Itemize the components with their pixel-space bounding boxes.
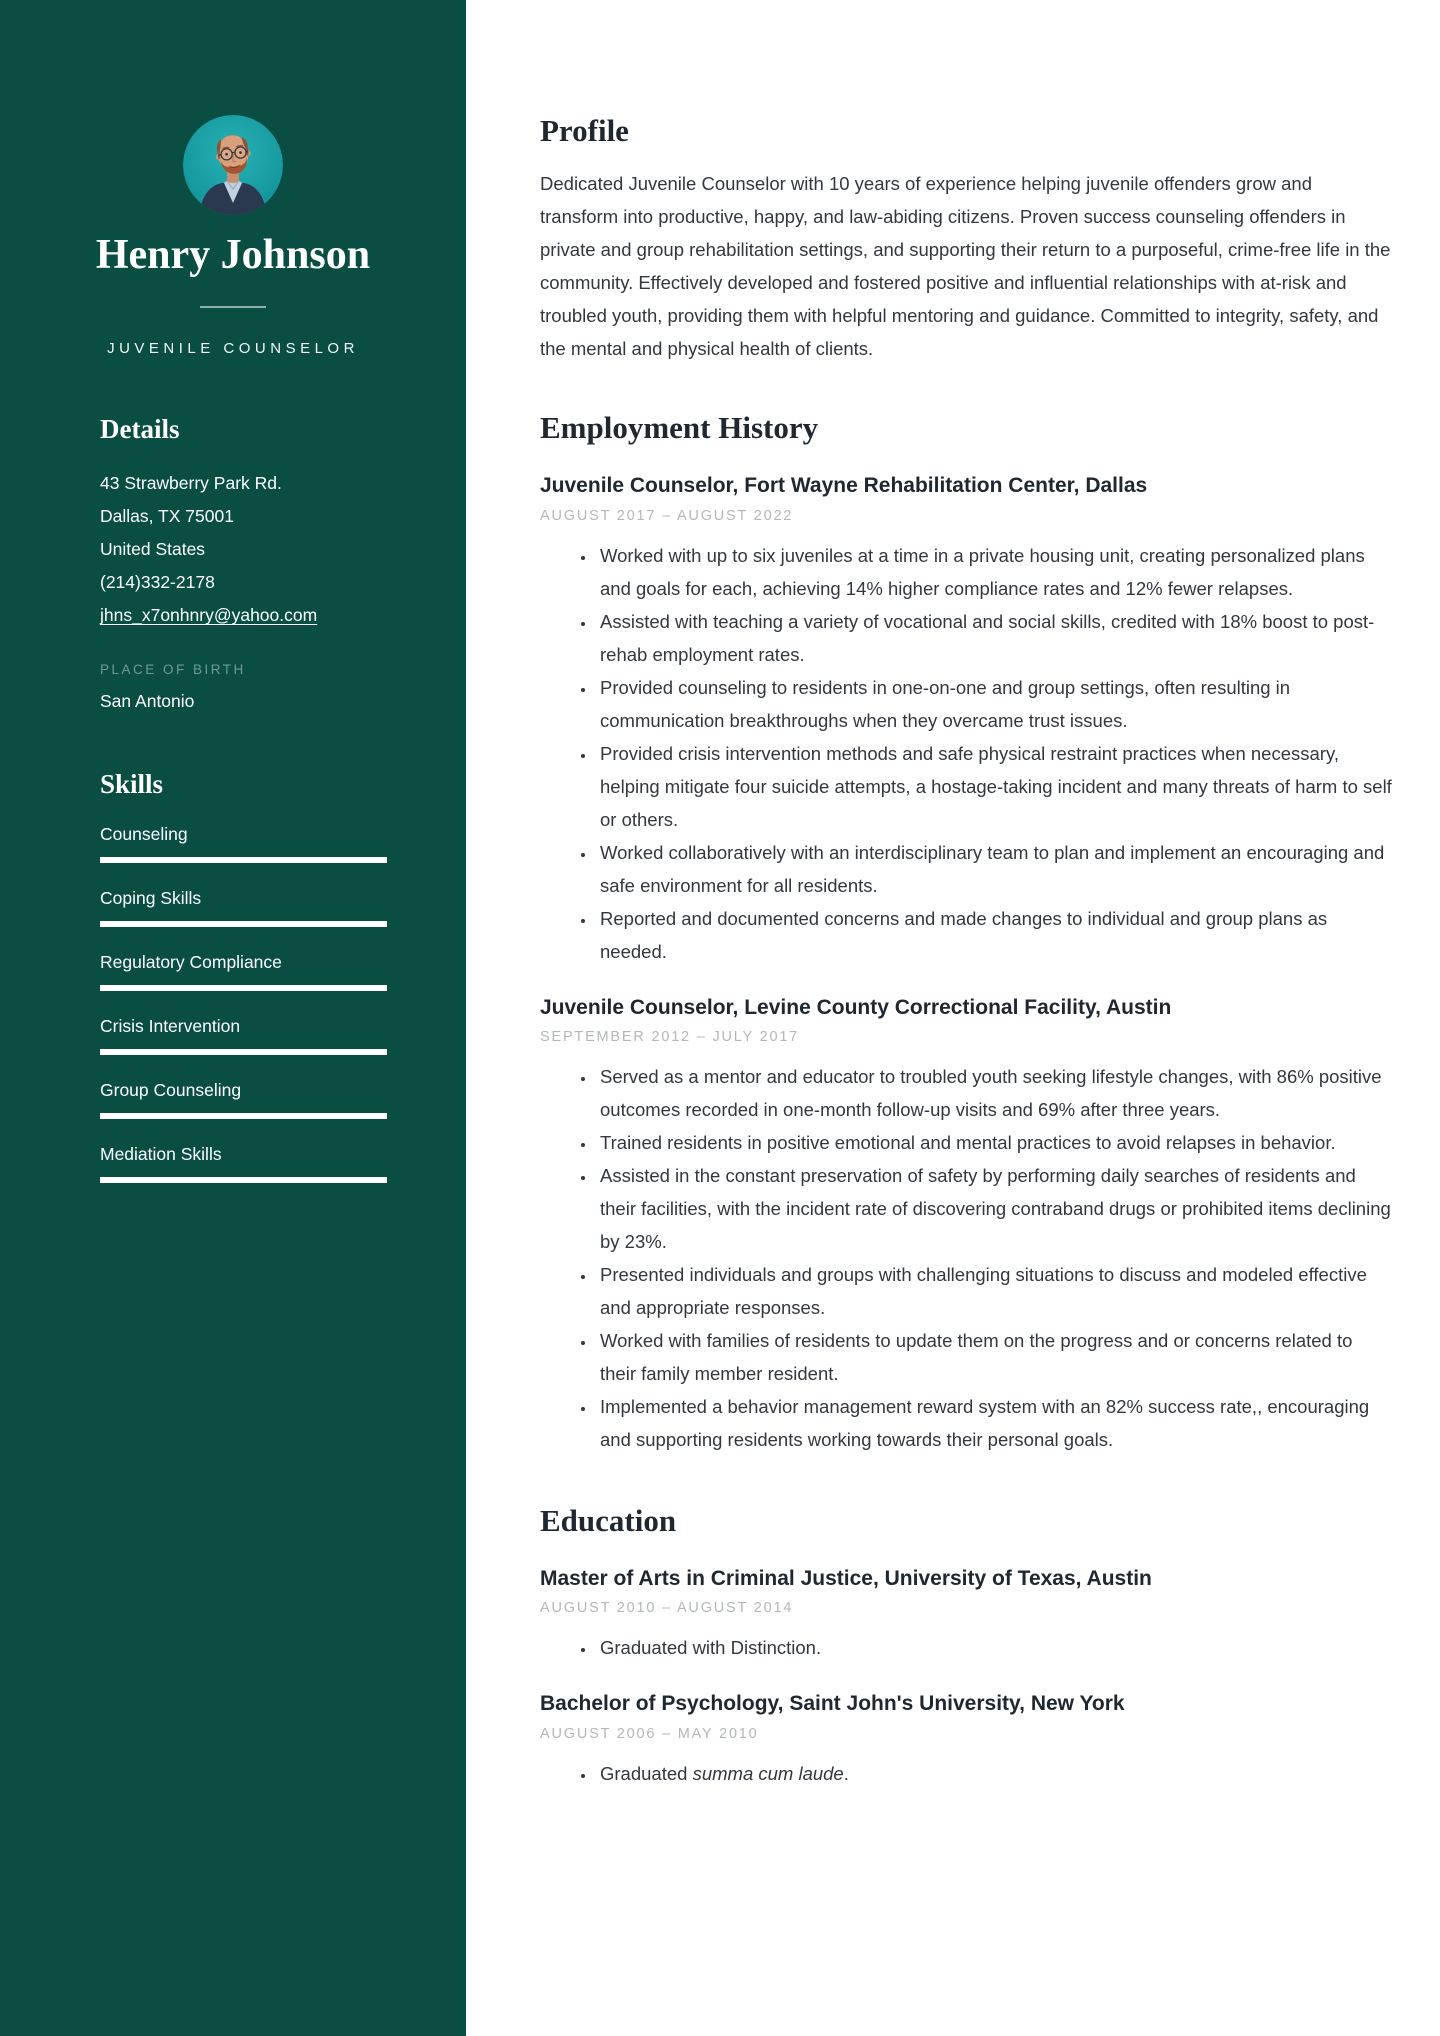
name-divider: [200, 306, 266, 308]
details-heading: Details: [100, 414, 180, 445]
phone-number: (214)332-2178: [100, 572, 215, 593]
degree-bullet-list: [540, 1631, 1392, 1664]
skill-bar-fill: [100, 1049, 387, 1055]
job-bullet: • Presented individuals and groups with challenging situations to discuss and modeled effective and appropriate responses.: [596, 1258, 1392, 1324]
skill-label: Coping Skills: [100, 888, 202, 909]
job-bullet: • Assisted in the constant preservation of safety by performing daily searches of residents and their facilities, with the incident rate of discovering contraband drugs or prohibited items declining by 23%.: [596, 1159, 1392, 1258]
employment-entry: [540, 473, 1392, 967]
place-of-birth-label: PLACE OF BIRTH: [100, 662, 246, 678]
avatar: [183, 115, 283, 215]
job-bullet: • Served as a mentor and educator to troubled youth seeking lifestyle changes, with 86% positive outcomes recorded in one-month follow-up visits and 69% after three years.: [596, 1060, 1392, 1126]
degree-bullet: • Graduated summa cum laude.: [596, 1757, 1392, 1790]
skills-list: [100, 824, 387, 1183]
skill-item: [100, 1080, 387, 1119]
skill-item: [100, 1144, 387, 1183]
degree-bullet: • Graduated with Distinction.: [596, 1631, 1392, 1664]
profile-summary: Dedicated Juvenile Counselor with 10 years of experience helping juvenile offenders grow and transform into productive, happy, and law-abiding citizens. Proven success counseling offenders in private and group rehabilitation settings, and supporting their return to a purposeful, crime-free life in the community. Effectively developed and fostered positive and influential relationships with at-risk and troubled youth, providing them with helpful mentoring and guidance. Committed to integrity, safety, and the mental and physical health of clients.: [540, 173, 1391, 360]
address-line-1: 43 Strawberry Park Rd.: [100, 473, 282, 494]
job-bullet: • Trained residents in positive emotional and mental practices to avoid relapses in behavior.: [596, 1126, 1392, 1159]
skills-heading: Skills: [100, 769, 164, 800]
degree-bullet-list: [540, 1757, 1392, 1790]
job-bullet: • Reported and documented concerns and made changes to individual and group plans as needed.: [596, 902, 1392, 968]
education-entry: [540, 1566, 1392, 1664]
job-bullet-list: [540, 1060, 1392, 1456]
skill-bar-fill: [100, 1113, 387, 1119]
person-name: Henry Johnson: [95, 232, 371, 278]
place-of-birth-value: San Antonio: [100, 691, 195, 712]
skill-label: Mediation Skills: [100, 1144, 222, 1165]
employment-heading: Employment History: [540, 410, 819, 446]
degree-dates: AUGUST 2006 – MAY 2010: [540, 1725, 759, 1742]
skill-item: [100, 1016, 387, 1055]
job-title: Juvenile Counselor, Fort Wayne Rehabilitation Center, Dallas: [540, 474, 1148, 498]
main-content: [540, 0, 1392, 1794]
skill-label: Group Counseling: [100, 1080, 242, 1101]
job-title: Juvenile Counselor, Levine County Correctional Facility, Austin: [540, 995, 1172, 1019]
skill-item: [100, 824, 387, 863]
skill-bar-track: [100, 921, 387, 927]
skill-bar-track: [100, 985, 387, 991]
skill-item: [100, 888, 387, 927]
job-bullet: • Implemented a behavior management reward system with an 82% success rate,, encouraging and supporting residents working towards their personal goals.: [596, 1390, 1392, 1456]
skill-bar-track: [100, 857, 387, 863]
degree-dates: AUGUST 2010 – AUGUST 2014: [540, 1600, 794, 1617]
address-line-3: United States: [100, 539, 206, 560]
skill-bar-fill: [100, 857, 387, 863]
job-bullet-list: [540, 539, 1392, 968]
job-bullet: • Provided counseling to residents in one-on-one and group settings, often resulting in communication breakthroughs when they overcame trust issues.: [596, 671, 1392, 737]
email-link[interactable]: jhns_x7onhnry@yahoo.com: [100, 605, 318, 626]
address-line-2: Dallas, TX 75001: [100, 506, 234, 527]
job-dates: AUGUST 2017 – AUGUST 2022: [540, 507, 794, 524]
skill-label: Crisis Intervention: [100, 1016, 241, 1037]
skill-bar-track: [100, 1113, 387, 1119]
job-bullet: • Provided crisis intervention methods and safe physical restraint practices when necessary, helping mitigate four suicide attempts, a hostage-taking incident and many threats of harm to self or others.: [596, 737, 1392, 836]
sidebar: [0, 0, 466, 2036]
skill-bar-fill: [100, 985, 387, 991]
skill-bar-fill: [100, 921, 387, 927]
skill-bar-fill: [100, 1177, 387, 1183]
skill-label: Counseling: [100, 824, 188, 845]
skill-item: [100, 952, 387, 991]
skill-label: Regulatory Compliance: [100, 952, 282, 973]
job-bullet: • Worked with up to six juveniles at a time in a private housing unit, creating personalized plans and goals for each, achieving 14% higher compliance rates and 12% fewer relapses.: [596, 539, 1392, 605]
job-bullet: • Worked collaboratively with an interdisciplinary team to plan and implement an encouraging and safe environment for all residents.: [596, 836, 1392, 902]
job-bullet: • Assisted with teaching a variety of vocational and social skills, credited with 18% boost to post-rehab employment rates.: [596, 605, 1392, 671]
skill-bar-track: [100, 1177, 387, 1183]
education-entry: [540, 1691, 1392, 1789]
skill-bar-track: [100, 1049, 387, 1055]
profile-heading: Profile: [540, 113, 629, 148]
person-job-title: JUVENILE COUNSELOR: [107, 340, 359, 358]
employment-entry: [540, 995, 1392, 1456]
person-portrait-icon: [183, 115, 283, 215]
job-dates: SEPTEMBER 2012 – JULY 2017: [540, 1028, 800, 1045]
job-bullet: • Worked with families of residents to update them on the progress and or concerns related to their family member resident.: [596, 1324, 1392, 1390]
degree-title: Master of Arts in Criminal Justice, University of Texas, Austin: [540, 1567, 1152, 1591]
education-heading: Education: [540, 1502, 677, 1538]
degree-title: Bachelor of Psychology, Saint John's University, New York: [540, 1692, 1125, 1716]
